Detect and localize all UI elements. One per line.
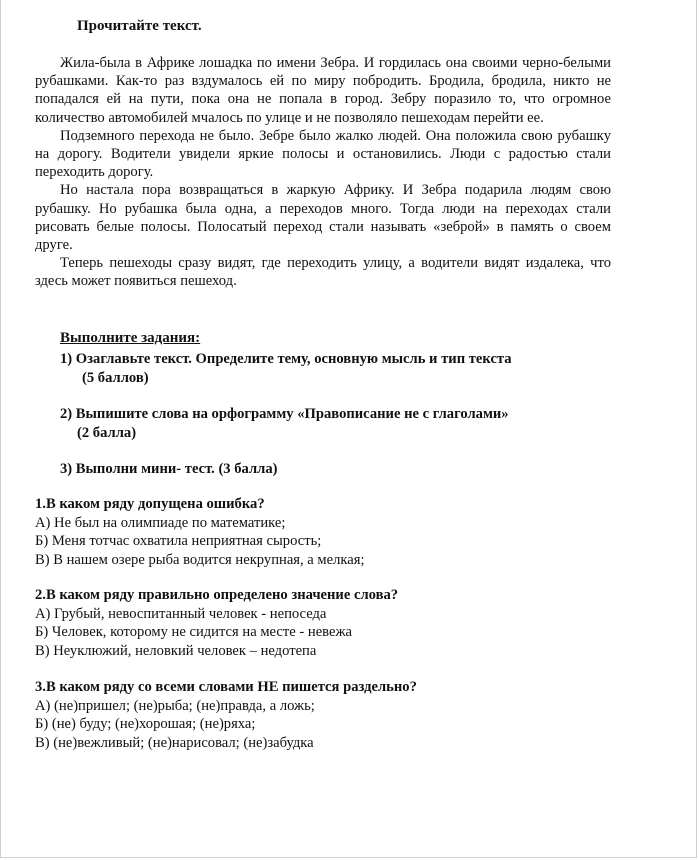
task-1-points: (5 баллов) (82, 369, 149, 386)
question-1 (35, 495, 635, 569)
question-1-option-c: В) В нашем озере рыба водится некрупная, а мелкая; (35, 551, 365, 568)
question-2-option-b: Б) Человек, которому не сидится на месте - невежа (35, 624, 353, 641)
task-3-text: 3) Выполни мини- тест. (3 балла) (60, 461, 278, 477)
question-2-title: 2.В каком ряду правильно определено значение слова? (35, 587, 399, 603)
question-3-title: 3.В каком ряду со всеми словами НЕ пишется раздельно? (35, 679, 417, 695)
task-1 (60, 350, 512, 387)
question-2-option-a: А) Грубый, невоспитанный человек - непоседа (35, 605, 327, 622)
paragraph: Жила-была в Африке лошадка по имени Зебра. И гордилась она своими черно-белыми рубашками. Как-то раз вздумалось ей по миру побродить. Бродила, бродила, никто не попадался ей на пути, пока она не попала в город. Зебру поразило то, что огромное количество автомобилей мчалось по улице и не позволяло пешеходам перейти ее. (35, 55, 611, 126)
task-3 (60, 460, 278, 479)
tasks-heading: Выполните задания: (60, 330, 201, 346)
paragraph: Но настала пора возвращаться в жаркую Африку. И Зебра подарила людям свою рубашку. Но рубашка была одна, а переходов много. Тогда люди на переходах стали рисовать белые полосы. Полосатый переход стали называть «зеброй» в память о своем друге. (35, 182, 611, 254)
task-2-text: 2) Выпишите слова на орфограмму «Правописание не с глаголами» (60, 406, 509, 422)
page-title: Прочитайте текст. (77, 18, 202, 34)
paragraph: Теперь пешеходы сразу видят, где переходить улицу, а водители видят издалека, что здесь может появиться пешеход. (35, 255, 611, 290)
question-1-title: 1.В каком ряду допущена ошибка? (35, 496, 265, 512)
task-2 (60, 405, 509, 442)
question-1-option-a: А) Не был на олимпиаде по математике; (35, 514, 286, 531)
paragraph: Подземного перехода не было. Зебре было жалко людей. Она положила свою рубашку на дорогу. Водители увидели яркие полосы и остановились. Люди с радостью стали переходить дорогу. (35, 127, 611, 181)
question-2 (35, 586, 635, 660)
question-1-option-b: Б) Меня тотчас охватила неприятная сырость; (35, 533, 322, 550)
story-text (35, 54, 611, 291)
question-3-option-c: В) (не)вежливый; (не)нарисовал; (не)забудка (35, 734, 314, 751)
question-2-option-c: В) Неуклюжий, неловкий человек – недотепа (35, 642, 317, 659)
task-1-text: 1) Озаглавьте текст. Определите тему, основную мысль и тип текста (60, 351, 512, 367)
task-2-points: (2 балла) (77, 424, 137, 441)
question-3 (35, 678, 635, 752)
question-3-option-b: Б) (не) буду; (не)хорошая; (не)ряха; (35, 716, 256, 733)
question-3-option-a: А) (не)пришел; (не)рыба; (не)правда, а ложь; (35, 697, 315, 714)
